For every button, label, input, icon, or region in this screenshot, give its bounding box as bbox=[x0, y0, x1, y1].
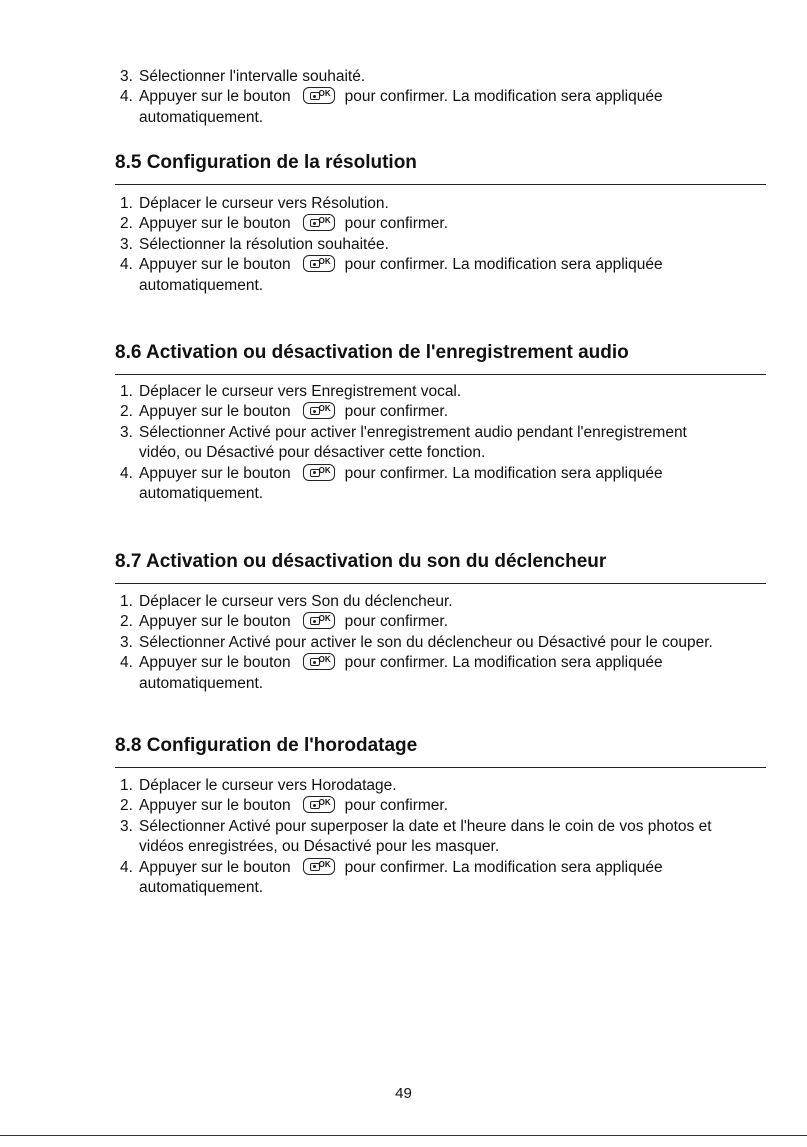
item-text-continued: automatiquement. bbox=[139, 485, 264, 503]
page-number: 49 bbox=[395, 1085, 412, 1102]
list-item bbox=[120, 776, 760, 796]
item-number: 1. bbox=[120, 383, 133, 400]
list-item bbox=[120, 633, 760, 653]
ok-label: OK bbox=[318, 465, 331, 475]
item-text: Déplacer le curseur vers Résolution. bbox=[139, 195, 389, 212]
list-item bbox=[120, 423, 760, 464]
item-text-after: pour confirmer. La modification sera appliquée bbox=[344, 256, 663, 274]
item-number: 3. bbox=[120, 423, 133, 441]
item-text-continued: automatiquement. bbox=[139, 108, 264, 126]
item-number: 3. bbox=[120, 235, 133, 253]
list-item bbox=[120, 612, 760, 632]
item-text: Appuyer sur le bouton bbox=[139, 797, 291, 815]
list-item bbox=[120, 592, 760, 612]
ok-label: OK bbox=[318, 859, 331, 869]
list-item bbox=[120, 796, 760, 816]
section-heading: 8.5 Configuration de la résolution bbox=[115, 151, 766, 185]
item-text-after: pour confirmer. La modification sera appliquée bbox=[344, 88, 663, 106]
list-item bbox=[120, 653, 760, 694]
list-item bbox=[120, 235, 760, 255]
item-text-after: pour confirmer. La modification sera appliquée bbox=[344, 654, 663, 672]
item-number: 4. bbox=[120, 858, 133, 876]
ok-label: OK bbox=[318, 655, 331, 665]
ok-label: OK bbox=[318, 257, 331, 267]
ok-label: OK bbox=[318, 216, 331, 226]
section-heading: 8.8 Configuration de l'horodatage bbox=[115, 734, 766, 768]
ok-label: OK bbox=[318, 404, 331, 414]
item-text-continued: automatiquement. bbox=[139, 674, 264, 692]
bottom-divider bbox=[0, 1135, 807, 1136]
item-text-after: pour confirmer. La modification sera appliquée bbox=[344, 858, 663, 876]
list-item bbox=[120, 858, 760, 899]
item-text: Sélectionner Activé pour activer l'enregistrement audio pendant l'enregistrement bbox=[139, 423, 687, 441]
item-text: Sélectionner la résolution souhaitée. bbox=[139, 235, 389, 253]
item-text: Appuyer sur le bouton bbox=[139, 88, 291, 106]
item-text-continued: automatiquement. bbox=[139, 276, 264, 294]
ok-label: OK bbox=[318, 89, 331, 99]
item-number: 4. bbox=[120, 654, 133, 672]
item-text-after: pour confirmer. bbox=[344, 613, 449, 631]
section-heading: 8.6 Activation ou désactivation de l'enregistrement audio bbox=[115, 341, 766, 375]
steps-list bbox=[120, 382, 760, 504]
item-text: Sélectionner Activé pour activer le son du déclencheur ou Désactivé pour le couper. bbox=[139, 633, 713, 651]
list-item bbox=[120, 817, 760, 858]
item-text: Déplacer le curseur vers Enregistrement vocal. bbox=[139, 383, 462, 400]
item-text-after: pour confirmer. bbox=[344, 215, 449, 233]
camera-ok-button-icon bbox=[303, 653, 335, 670]
list-item bbox=[120, 255, 760, 296]
camera-ok-button-icon bbox=[303, 612, 335, 629]
item-text: Appuyer sur le bouton bbox=[139, 858, 291, 876]
item-number: 2. bbox=[120, 215, 133, 233]
list-item bbox=[120, 382, 760, 402]
item-number: 1. bbox=[120, 195, 133, 212]
item-text: Appuyer sur le bouton bbox=[139, 403, 291, 421]
item-text: Déplacer le curseur vers Son du déclencheur. bbox=[139, 593, 453, 610]
item-text: Appuyer sur le bouton bbox=[139, 654, 291, 672]
steps-list bbox=[120, 592, 760, 694]
item-number: 1. bbox=[120, 777, 133, 794]
item-text-continued: automatiquement. bbox=[139, 879, 264, 897]
item-text-after: pour confirmer. La modification sera appliquée bbox=[344, 464, 663, 482]
item-number: 3. bbox=[120, 633, 133, 651]
list-item bbox=[120, 87, 760, 128]
item-text: Sélectionner Activé pour superposer la date et l'heure dans le coin de vos photos et bbox=[139, 817, 712, 835]
item-number: 3. bbox=[120, 68, 133, 85]
steps-list bbox=[120, 194, 760, 296]
item-number: 1. bbox=[120, 593, 133, 610]
list-item bbox=[120, 464, 760, 505]
intro-list bbox=[120, 67, 760, 128]
item-number: 2. bbox=[120, 403, 133, 421]
list-item bbox=[120, 214, 760, 234]
item-text-continued: vidéo, ou Désactivé pour désactiver cette fonction. bbox=[139, 444, 486, 462]
camera-ok-button-icon bbox=[303, 402, 335, 419]
item-text: Appuyer sur le bouton bbox=[139, 464, 291, 482]
item-number: 3. bbox=[120, 817, 133, 835]
item-number: 2. bbox=[120, 797, 133, 815]
camera-ok-button-icon bbox=[303, 464, 335, 481]
item-text: Appuyer sur le bouton bbox=[139, 256, 291, 274]
camera-ok-button-icon bbox=[303, 214, 335, 231]
item-text: Déplacer le curseur vers Horodatage. bbox=[139, 777, 397, 794]
list-item bbox=[120, 67, 760, 87]
camera-ok-button-icon bbox=[303, 255, 335, 272]
camera-ok-button-icon bbox=[303, 858, 335, 875]
list-item bbox=[120, 194, 760, 214]
item-number: 4. bbox=[120, 88, 133, 106]
item-number: 4. bbox=[120, 256, 133, 274]
camera-ok-button-icon bbox=[303, 87, 335, 104]
item-number: 4. bbox=[120, 464, 133, 482]
ok-label: OK bbox=[318, 798, 331, 808]
steps-list bbox=[120, 776, 760, 898]
item-text-continued: vidéos enregistrées, ou Désactivé pour les masquer. bbox=[139, 838, 500, 856]
item-text-after: pour confirmer. bbox=[344, 797, 449, 815]
section-heading: 8.7 Activation ou désactivation du son du déclencheur bbox=[115, 550, 766, 584]
camera-ok-button-icon bbox=[303, 796, 335, 813]
item-text-after: pour confirmer. bbox=[344, 403, 449, 421]
list-item bbox=[120, 402, 760, 422]
item-text: Sélectionner l'intervalle souhaité. bbox=[139, 68, 366, 85]
item-number: 2. bbox=[120, 613, 133, 631]
item-text: Appuyer sur le bouton bbox=[139, 215, 291, 233]
ok-label: OK bbox=[318, 614, 331, 624]
item-text: Appuyer sur le bouton bbox=[139, 613, 291, 631]
